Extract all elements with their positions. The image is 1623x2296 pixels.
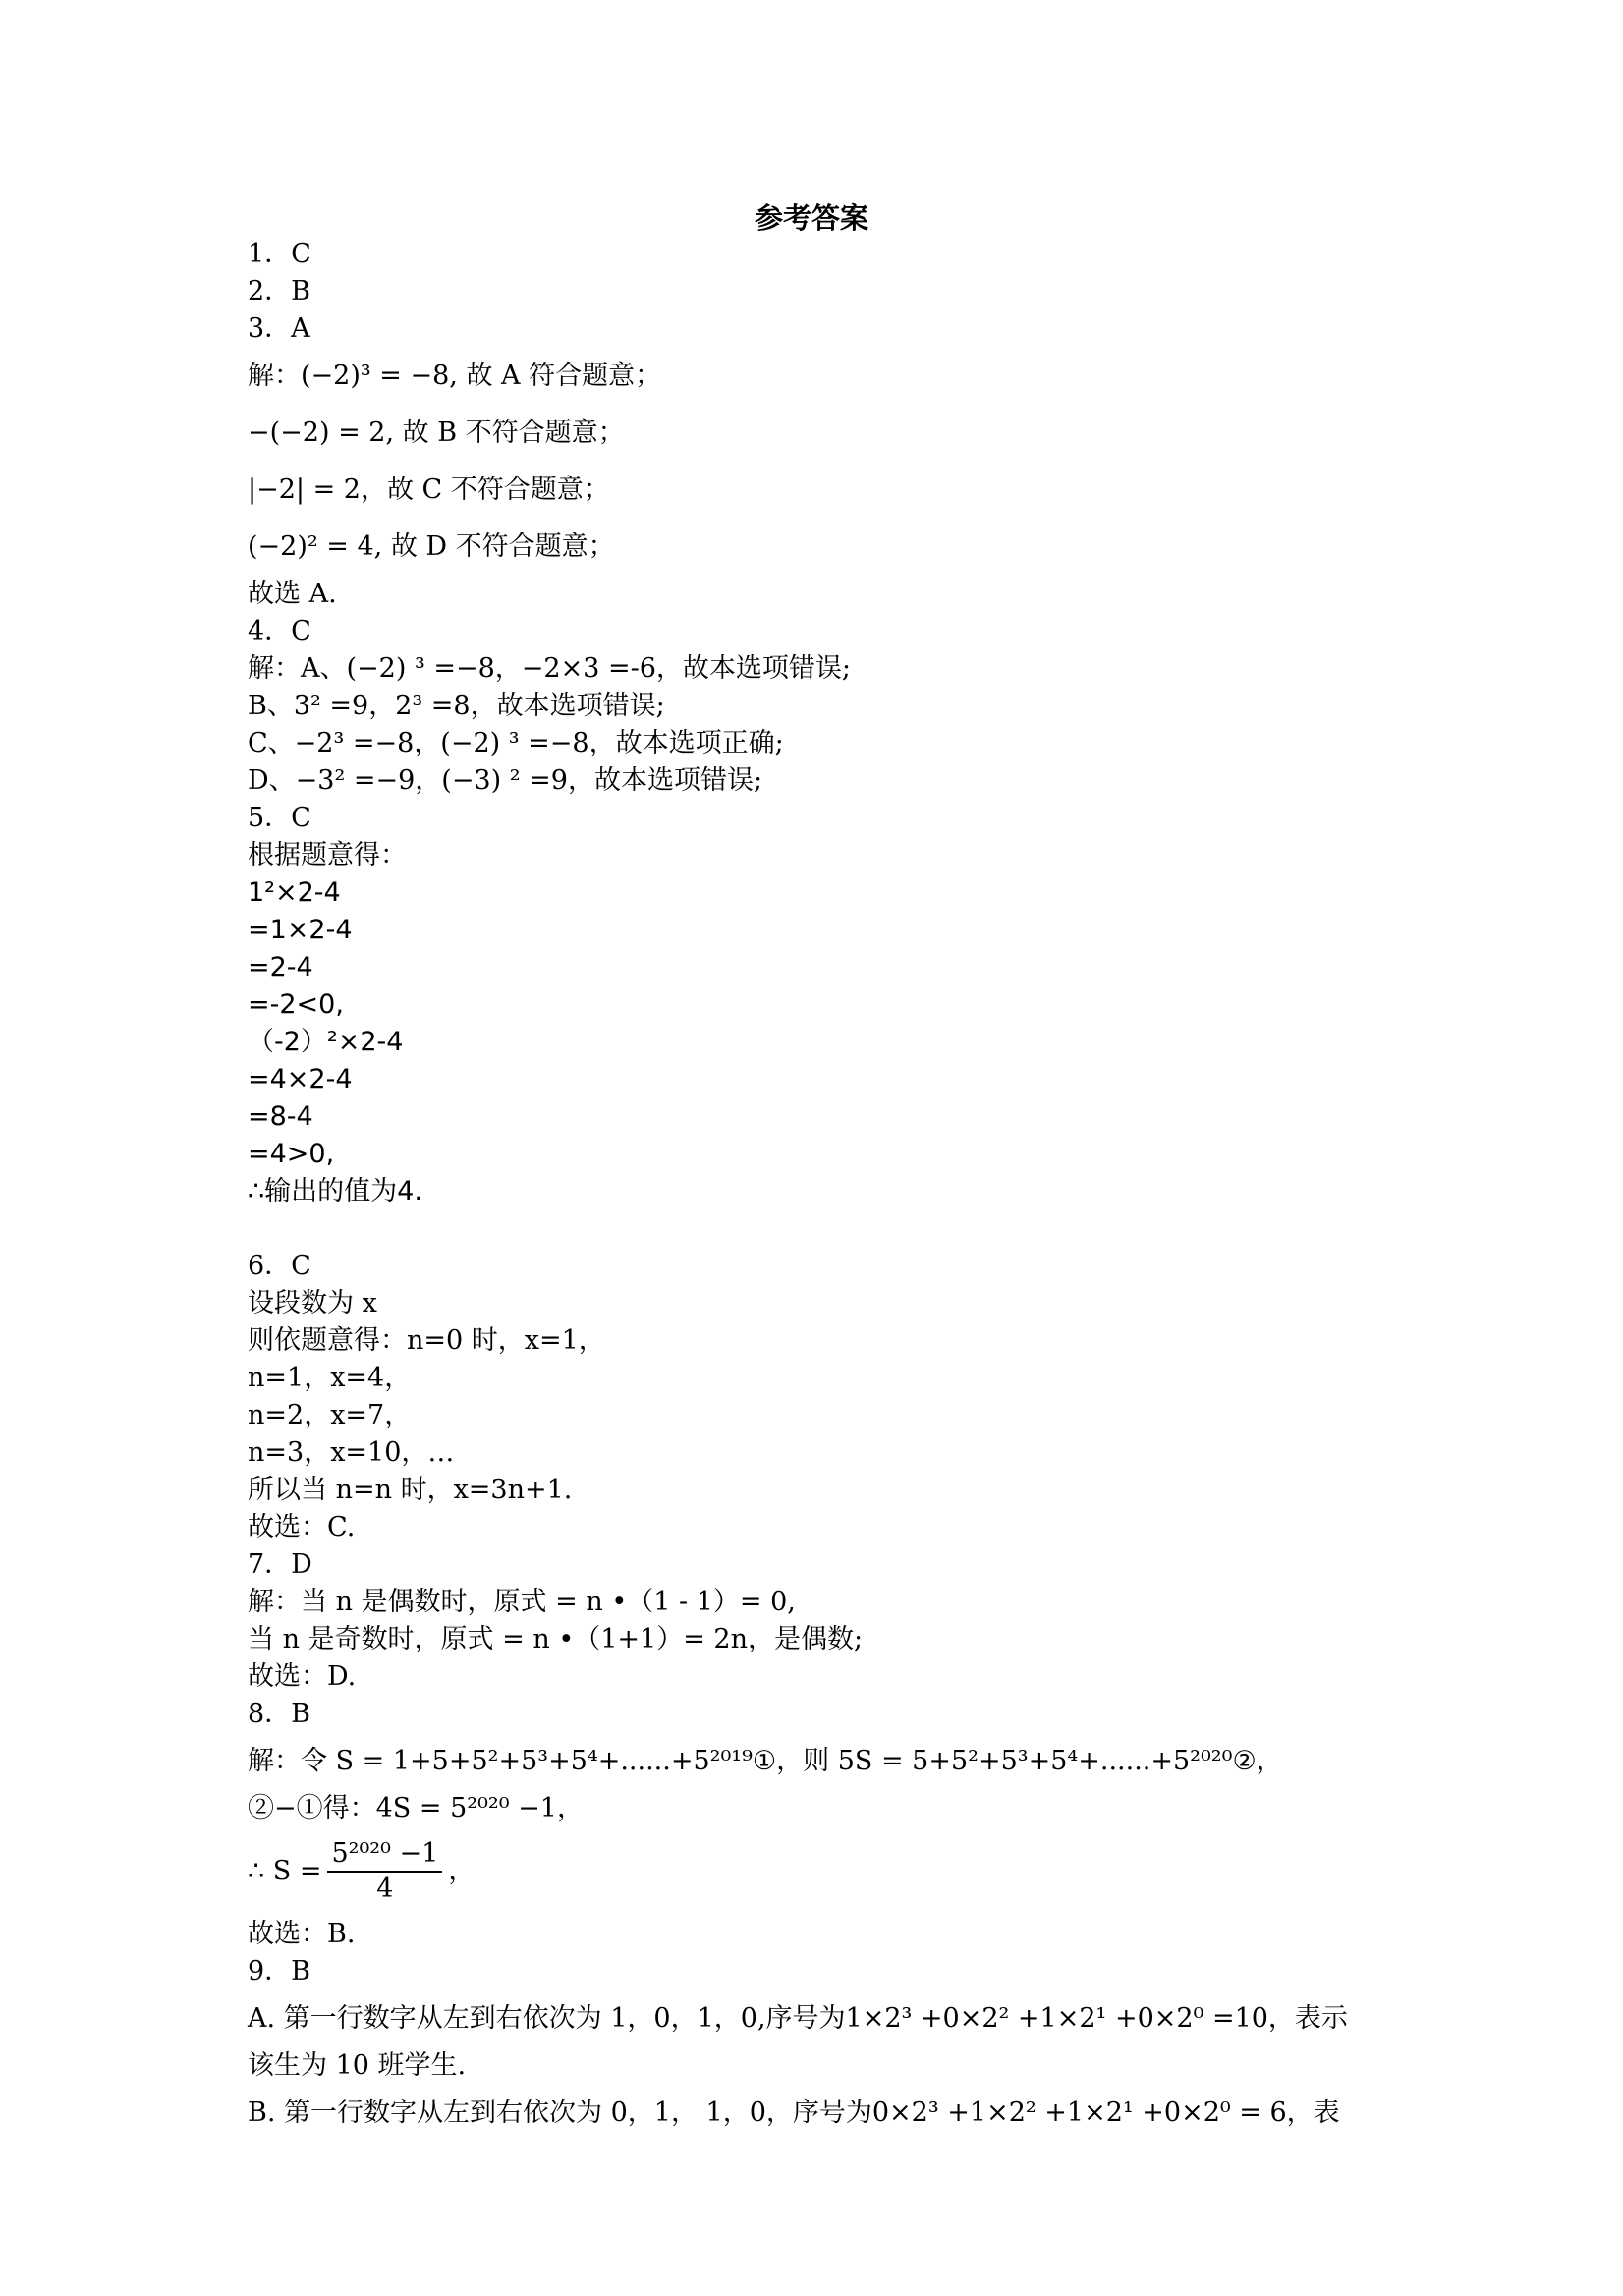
- math-line: 解：(−2)³ = −8, 故 A 符合题意；: [248, 361, 662, 391]
- answer-line: 7．D: [248, 1549, 312, 1580]
- math-line: A. 第一行数字从左到右依次为 1，0，1，0,序号为1×2³ +0×2² +1×2¹ +0×2⁰ =10，表示: [248, 2003, 1348, 2034]
- answer-line: 5．C: [248, 803, 311, 833]
- calc-line: =4>0,: [248, 1139, 335, 1169]
- math-line: |−2| = 2，故 C 不符合题意；: [248, 475, 610, 505]
- calc-line: =1×2-4: [248, 915, 353, 945]
- fraction-line: [248, 1827, 1397, 1916]
- answer-line: 根据题意得：: [248, 840, 407, 870]
- fraction-prefix: ∴ S =: [248, 1856, 322, 1886]
- calc-line: =-2<0,: [248, 989, 344, 1020]
- answer-line: 当 n 是奇数时，原式 = n •（1+1）= 2n，是偶数;: [248, 1624, 864, 1654]
- page-title: 参考答案: [754, 201, 868, 235]
- answer-line: 解：当 n 是偶数时，原式 = n •（1 - 1）= 0,: [248, 1587, 796, 1617]
- fraction-suffix: ，: [448, 1856, 476, 1886]
- answer-line: 2．B: [248, 276, 311, 307]
- answer-line: n=3，x=10，…: [248, 1437, 455, 1468]
- math-line: (−2)² = 4, 故 D 不符合题意；: [248, 532, 615, 562]
- calc-line: （-2）²×2-4: [248, 1027, 404, 1057]
- answer-line: 故选：D.: [248, 1661, 357, 1692]
- calc-line: =2-4: [248, 952, 313, 982]
- answer-line: 所以当 n=n 时，x=3n+1.: [248, 1475, 573, 1505]
- answer-line: C、−2³ =−8，(−2) ³ =−8，故本选项正确;: [248, 728, 784, 758]
- answer-line: 9．B: [248, 1956, 311, 1987]
- answer-line: 4．C: [248, 616, 311, 646]
- answer-line: 该生为 10 班学生.: [248, 2050, 467, 2081]
- answer-line: 解：A、(−2) ³ =−8，−2×3 =-6，故本选项错误;: [248, 653, 851, 684]
- math-line: B. 第一行数字从左到右依次为 0，1， 1，0，序号为0×2³ +1×2² +1×2¹ +0×2⁰ = 6，表: [248, 2098, 1340, 2128]
- calc-line: 1²×2-4: [248, 877, 341, 908]
- answer-line: 故选：B.: [248, 1919, 356, 1949]
- answer-line: 6．C: [248, 1251, 311, 1281]
- answer-line: 设段数为 x: [248, 1288, 377, 1318]
- answer-line: 8．B: [248, 1699, 311, 1729]
- answer-body: [248, 236, 1397, 2142]
- answer-line: D、−3² =−9，(−3) ² =9，故本选项错误;: [248, 765, 763, 796]
- math-line: −(−2) = 2, 故 B 不符合题意；: [248, 418, 625, 448]
- fraction: [327, 1837, 442, 1906]
- math-line: ②−①得：4S = 5²⁰²⁰ −1，: [248, 1793, 584, 1823]
- answer-line: 1．C: [248, 239, 311, 269]
- answer-line: 3．A: [248, 313, 310, 344]
- answer-line: n=1，x=4，: [248, 1363, 412, 1393]
- calc-line: =8-4: [248, 1101, 313, 1132]
- answer-line: 故选 A.: [248, 579, 337, 609]
- fraction-numerator: 5²⁰²⁰ −1: [327, 1837, 442, 1873]
- calc-line: =4×2-4: [248, 1064, 353, 1094]
- answer-line: 故选：C.: [248, 1512, 356, 1542]
- fraction-denominator: 4: [376, 1874, 394, 1904]
- answer-line: B、3² =9，2³ =8，故本选项错误;: [248, 691, 665, 721]
- answer-line: 则依题意得：n=0 时，x=1，: [248, 1325, 605, 1356]
- answer-line: n=2，x=7，: [248, 1400, 412, 1430]
- math-line: 解：令 S = 1+5+5²+5³+5⁴+......+5²⁰¹⁹①，则 5S = 5+5²+5³+5⁴+......+5²⁰²⁰②，: [248, 1746, 1283, 1776]
- calc-line: ∴输出的值为4.: [248, 1176, 422, 1206]
